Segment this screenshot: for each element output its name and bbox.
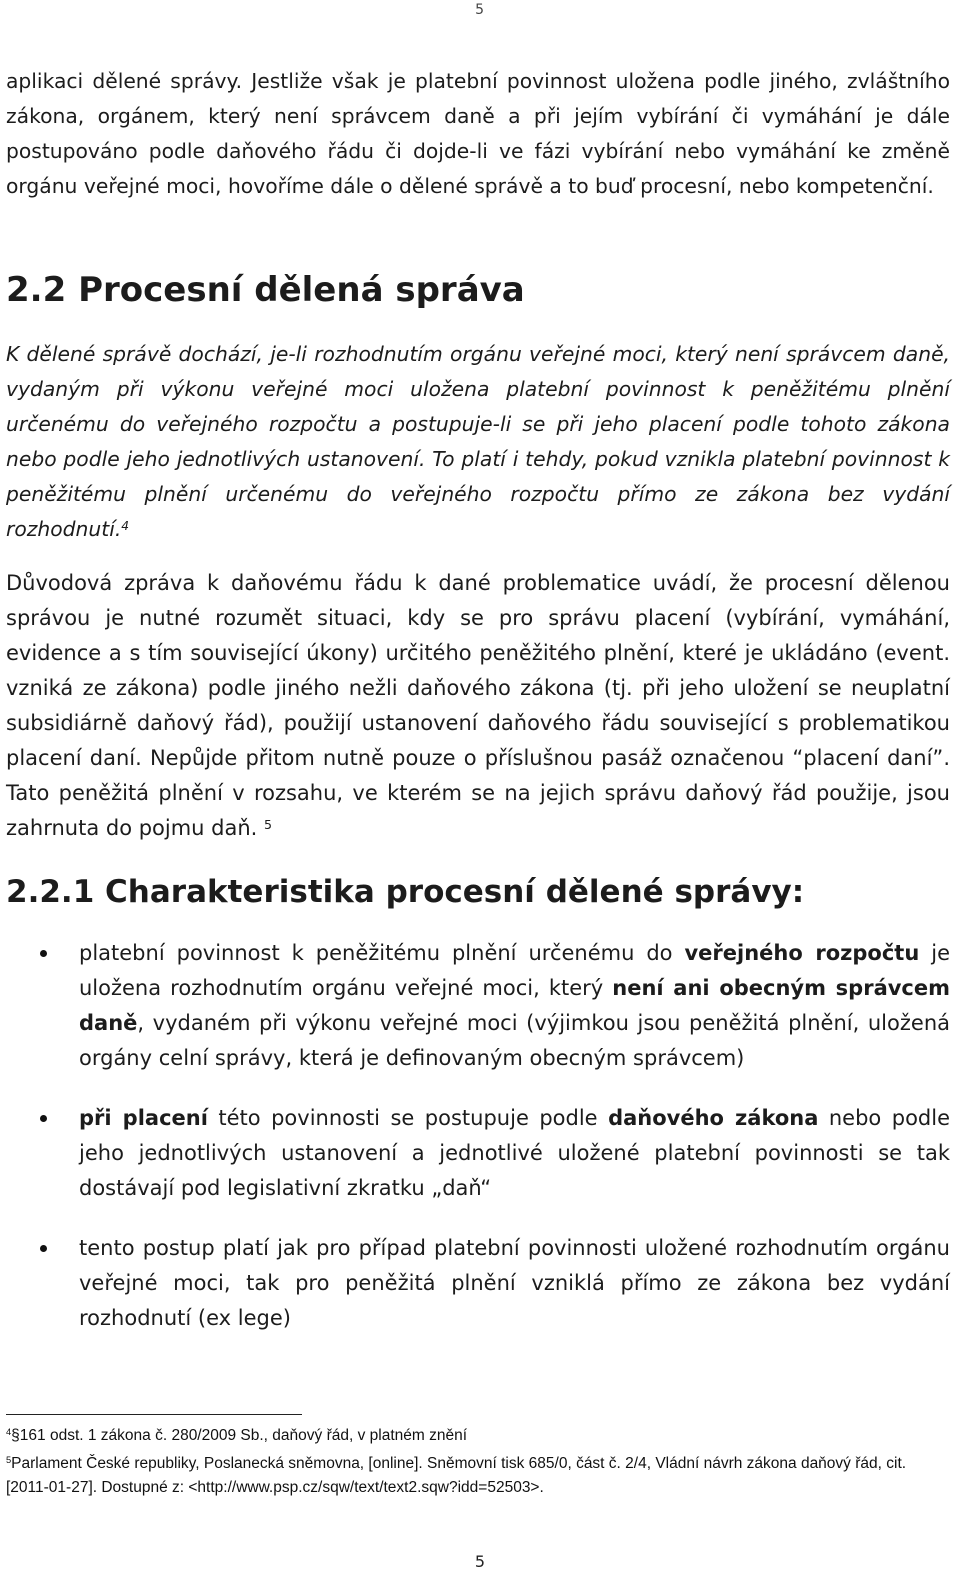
characteristics-list [0,936,950,1361]
body-paragraph [6,566,950,846]
italic-paragraph [6,337,950,547]
footnote-text: §161 odst. 1 zákona č. 280/2009 Sb., daňový řád, v platném znění [11,1427,468,1444]
footnote-divider [6,1414,302,1415]
section-heading: 2.2 Procesní dělená správa [6,270,525,310]
body-paragraph-text: Důvodová zpráva k daňovému řádu k dané problematice uvádí, že procesní dělenou správou je nutné rozumět situaci, kdy se pro správu placení (vybírání, vymáhání, evidence a s tím související úkony) určitého peněžitého plnění, které je ukládáno (event. vzniká ze zákona) podle jiného nežli daňového zákona (tj. při jeho uložení se neuplatní subsidiárně daňový řád), použijí ustanovení daňového řádu související s problematikou placení daní. Nepůjde přitom nutně pouze o příslušnou pasáž označenou “placení daní”. Tato peněžitá plnění v rozsahu, ve kterém se na jejich správu daňový řád použije, jsou zahrnuta do pojmu daň. [6,571,950,840]
italic-paragraph-text: K dělené správě dochází, je-li rozhodnutím orgánu veřejné moci, který není správcem daně, vydaným při výkonu veřejné moci uložena platební povinnost k peněžitému plnění určenému do veřejného rozpočtu a postupuje-li se při jeho placení podle tohoto zákona nebo podle jeho jednotlivých ustanovení. To platí i tehdy, pokud vznikla platební povinnost k peněžitému plnění určenému do veřejného rozpočtu přímo ze zákona bez vydání rozhodnutí. [6,342,950,541]
list-item-bold: při placení [79,1106,208,1130]
bullet-icon [40,950,47,957]
list-item-text: tento postup platí jak pro případ platební povinnosti uložené rozhodnutím orgánu veřejné moci, tak pro peněžitá plnění vzniklá přímo ze zákona bez vydání rozhodnutí (ex lege) [79,1236,950,1330]
list-item-text: , vydaném při výkonu veřejné moci (výjimkou jsou peněžitá plnění, uložená orgány celní správy, která je definovaným obecným správcem) [79,1011,950,1070]
list-item-bold: veřejného rozpočtu [684,941,920,965]
list-item [0,936,950,1076]
footnote-number: 5 [6,1455,12,1466]
footnote-number: 4 [6,1427,12,1438]
subsection-heading: 2.2.1 Charakteristika procesní dělené správy: [6,874,805,910]
list-item [0,1231,950,1336]
page-number-top: 5 [475,2,484,18]
list-item-text: je uložena rozhodnutím orgánu veřejné moci, který [79,941,950,1000]
footnote-text: Parlament České republiky, Poslanecká sněmovna, [online]. Sněmovní tisk 685/0, část č. 2/4, Vládní návrh zákona daňový řád, cit. [2011-01-27]. Dostupné z: <http://www.psp.cz/sqw/text/text2.sqw?idd=52503>. [6,1455,907,1496]
list-item-bold: daňového zákona [608,1106,819,1130]
list-item-text: nebo podle jeho jednotlivých ustanovení a jednotlivé uložené platební povinnosti se tak dostávají pod legislativní zkratku „daň“ [79,1106,951,1200]
list-item-text: platební povinnost k peněžitému plnění určenému do [79,941,685,965]
list-item-bold: není ani obecným správcem daně [79,976,950,1035]
bullet-icon [40,1115,47,1122]
bullet-icon [40,1245,47,1252]
page-number-bottom: 5 [474,1552,486,1571]
footnote-5 [6,1452,946,1500]
list-item-text: této povinnosti se postupuje podle [207,1106,609,1130]
footnote-ref-4[interactable]: 4 [121,518,130,533]
list-item [0,1101,950,1206]
footnote-ref-5[interactable]: 5 [264,816,273,832]
footnote-4 [6,1424,946,1448]
intro-paragraph: aplikaci dělené správy. Jestliže však je platební povinnost uložena podle jiného, zvláštního zákona, orgánem, který není správcem daně a při jejím vybírání či vymáhání je dále postupováno podle daňového řádu či dojde-li ve fázi vybírání nebo vymáhání ke změně orgánu veřejné moci, hovoříme dále o dělené správě a to buď procesní, nebo kompetenční. [6,69,950,198]
